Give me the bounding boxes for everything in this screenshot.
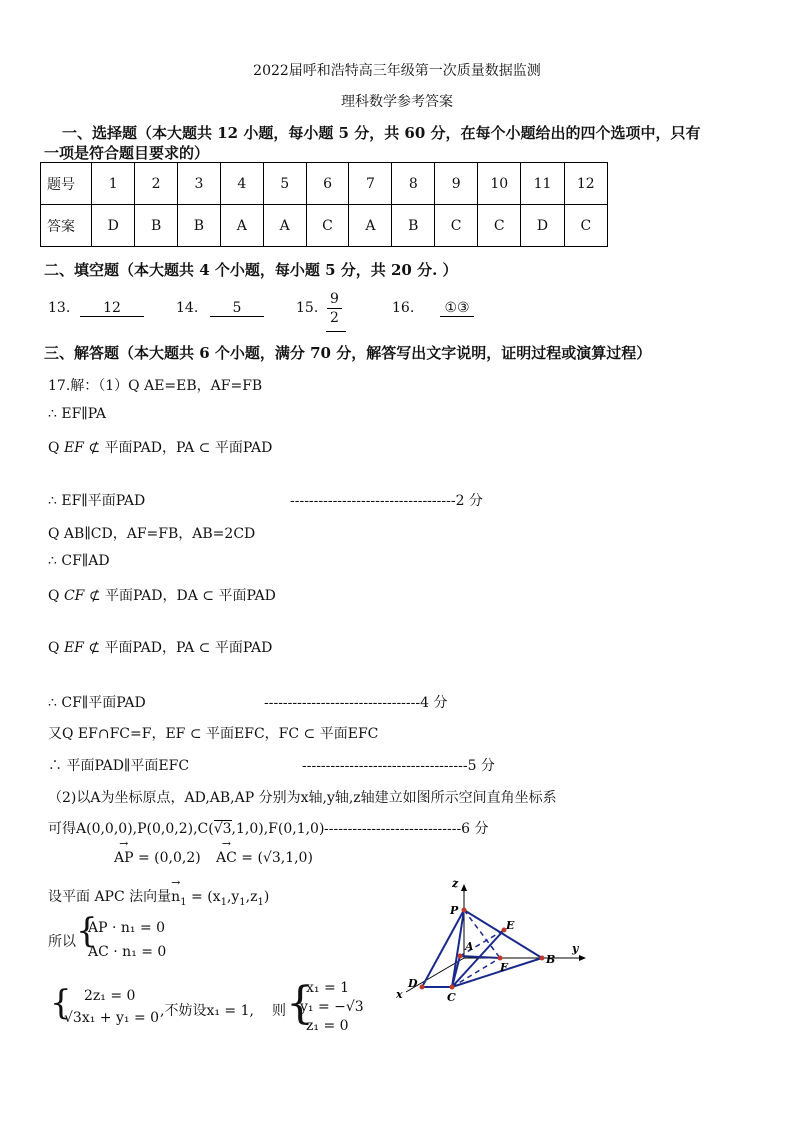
score-marker: -----------------------------------2 分: [290, 493, 483, 509]
solution-line: Q CF ⊄ 平面PAD，DA ⊂ 平面PAD: [48, 588, 276, 604]
table-cell: C: [435, 205, 478, 247]
figure-label: F: [500, 961, 508, 974]
page-title: 2022届呼和浩特高三年级第一次质量数据监测: [253, 63, 541, 79]
solution-line: 可得A(0,0,0),P(0,0,2),C(√3,1,0),F(0,1,0): [48, 821, 325, 837]
table-cell: 10: [478, 163, 521, 205]
q15-underline: [326, 331, 346, 332]
figure-label: z: [452, 877, 459, 890]
solution-line: ∴ CF∥平面PAD: [48, 695, 146, 711]
figure-label: A: [465, 940, 474, 953]
table-cell: 2: [135, 163, 178, 205]
pyramid-edges: [422, 910, 542, 987]
row-label-number: 题号: [41, 163, 92, 205]
answer-table: [40, 162, 608, 247]
q15-numerator: 9: [327, 290, 342, 309]
brace-icon: {: [76, 911, 98, 951]
table-cell: 11: [521, 163, 564, 205]
hidden-edges: [452, 910, 504, 987]
figure-label: B: [546, 953, 556, 966]
system3-row: x₁ = 1: [306, 980, 350, 996]
table-cell: B: [178, 205, 221, 247]
brace-icon: {: [286, 978, 314, 1029]
solution-line: Q AB∥CD，AF=FB，AB=2CD: [48, 526, 256, 542]
normal-vector-definition: 设平面 APC 法向量→ $n_1 = (x_1,y_1,z_1)$: [48, 886, 269, 908]
solution-line: ∴ EF∥平面PAD: [48, 493, 146, 509]
z-axis-arrow-icon: [461, 884, 467, 891]
table-cell: C: [478, 205, 521, 247]
table-cell: 4: [220, 163, 263, 205]
system3-row: z₁ = 0: [306, 1018, 349, 1034]
table-cell: D: [521, 205, 564, 247]
system1-row: AC · n₁ = 0: [88, 944, 167, 960]
table-cell: 8: [392, 163, 435, 205]
row-label-answer: 答案: [41, 205, 92, 247]
table-cell: C: [306, 205, 349, 247]
figure-label: P: [450, 904, 459, 917]
q13-answer: 12: [80, 300, 144, 317]
score-marker: -----------------------------6 分: [324, 821, 489, 837]
solution-line: Q EF ⊄ 平面PAD，PA ⊂ 平面PAD: [48, 640, 273, 656]
answer-table-answer-row: [41, 205, 608, 247]
section2-heading: 二、填空题（本大题共 4 个小题，每小题 5 分，共 20 分. ）: [44, 261, 458, 279]
vector-ac: → AC = (√3,1,0): [216, 850, 313, 866]
system3-row: y₁ = −√3: [300, 999, 364, 1015]
table-cell: B: [135, 205, 178, 247]
table-cell: 6: [306, 163, 349, 205]
q16-label: 16.: [392, 300, 415, 316]
section1-heading: 一、选择题（本大题共 12 小题，每小题 5 分，共 60 分，在每个小题给出的四个选项中，只有: [62, 124, 701, 142]
table-cell: A: [349, 205, 392, 247]
q16-answer: ①③: [440, 300, 474, 317]
score-marker: ---------------------------------4 分: [264, 695, 448, 711]
q14-answer: 5: [210, 300, 264, 317]
table-cell: 3: [178, 163, 221, 205]
q15-denominator: 2: [330, 310, 339, 326]
q15-label: 15.: [296, 300, 319, 316]
pyramid-coordinate-figure: [392, 874, 592, 1014]
figure-label: C: [447, 991, 456, 1004]
solution-line: ∴ CF∥AD: [48, 553, 110, 569]
q15-fraction: [327, 290, 342, 327]
table-cell: 1: [92, 163, 135, 205]
system1-prefix: 所以: [48, 934, 76, 950]
table-cell: 7: [349, 163, 392, 205]
table-cell: B: [392, 205, 435, 247]
score-marker: -----------------------------------5 分: [302, 758, 495, 774]
solution-line: Q EF ⊄ 平面PAD，PA ⊂ 平面PAD: [48, 440, 273, 456]
section3-heading: 三、解答题（本大题共 6 个小题，满分 70 分，解答写出文字说明，证明过程或演算过程）: [44, 344, 652, 362]
table-cell: 9: [435, 163, 478, 205]
solution-line: ∴ EF∥PA: [48, 406, 107, 422]
solution-line: 17.解：（1）Q AE=EB，AF=FB: [48, 378, 263, 394]
figure-label: x: [396, 988, 403, 1001]
system2-row: √3x₁ + y₁ = 0: [64, 1010, 160, 1026]
table-cell: 12: [564, 163, 607, 205]
figure-label: E: [506, 919, 515, 932]
section1-heading-cont: 一项是符合题目要求的）: [44, 144, 210, 162]
vector-ap: → AP = (0,0,2): [114, 850, 201, 866]
table-cell: C: [564, 205, 607, 247]
figure-label: y: [572, 942, 579, 955]
system2-then: 则: [272, 1003, 286, 1019]
brace-icon: {: [50, 983, 72, 1023]
figure-label: D: [408, 977, 418, 990]
system2-note: ,不妨设x₁ = 1,: [160, 1003, 254, 1019]
q13-label: 13.: [48, 300, 71, 316]
answer-table-number-row: [41, 163, 608, 205]
table-cell: A: [220, 205, 263, 247]
system1-row: AP · n₁ = 0: [88, 920, 166, 936]
table-cell: A: [263, 205, 306, 247]
q14-label: 14.: [176, 300, 199, 316]
solution-line: 又Q EF∩FC=F，EF ⊂ 平面EFC，FC ⊂ 平面EFC: [48, 726, 379, 742]
y-axis-arrow-icon: [579, 955, 586, 961]
table-cell: D: [92, 205, 135, 247]
solution-line: （2)以A为坐标原点，AD,AB,AP 分别为x轴,y轴,z轴建立如图所示空间直角坐标系: [48, 790, 557, 806]
solution-line: ∴ 平面PAD∥平面EFC: [48, 758, 190, 774]
table-cell: 5: [263, 163, 306, 205]
page-subtitle: 理科数学参考答案: [341, 94, 453, 110]
system2-row: 2z₁ = 0: [84, 988, 136, 1004]
